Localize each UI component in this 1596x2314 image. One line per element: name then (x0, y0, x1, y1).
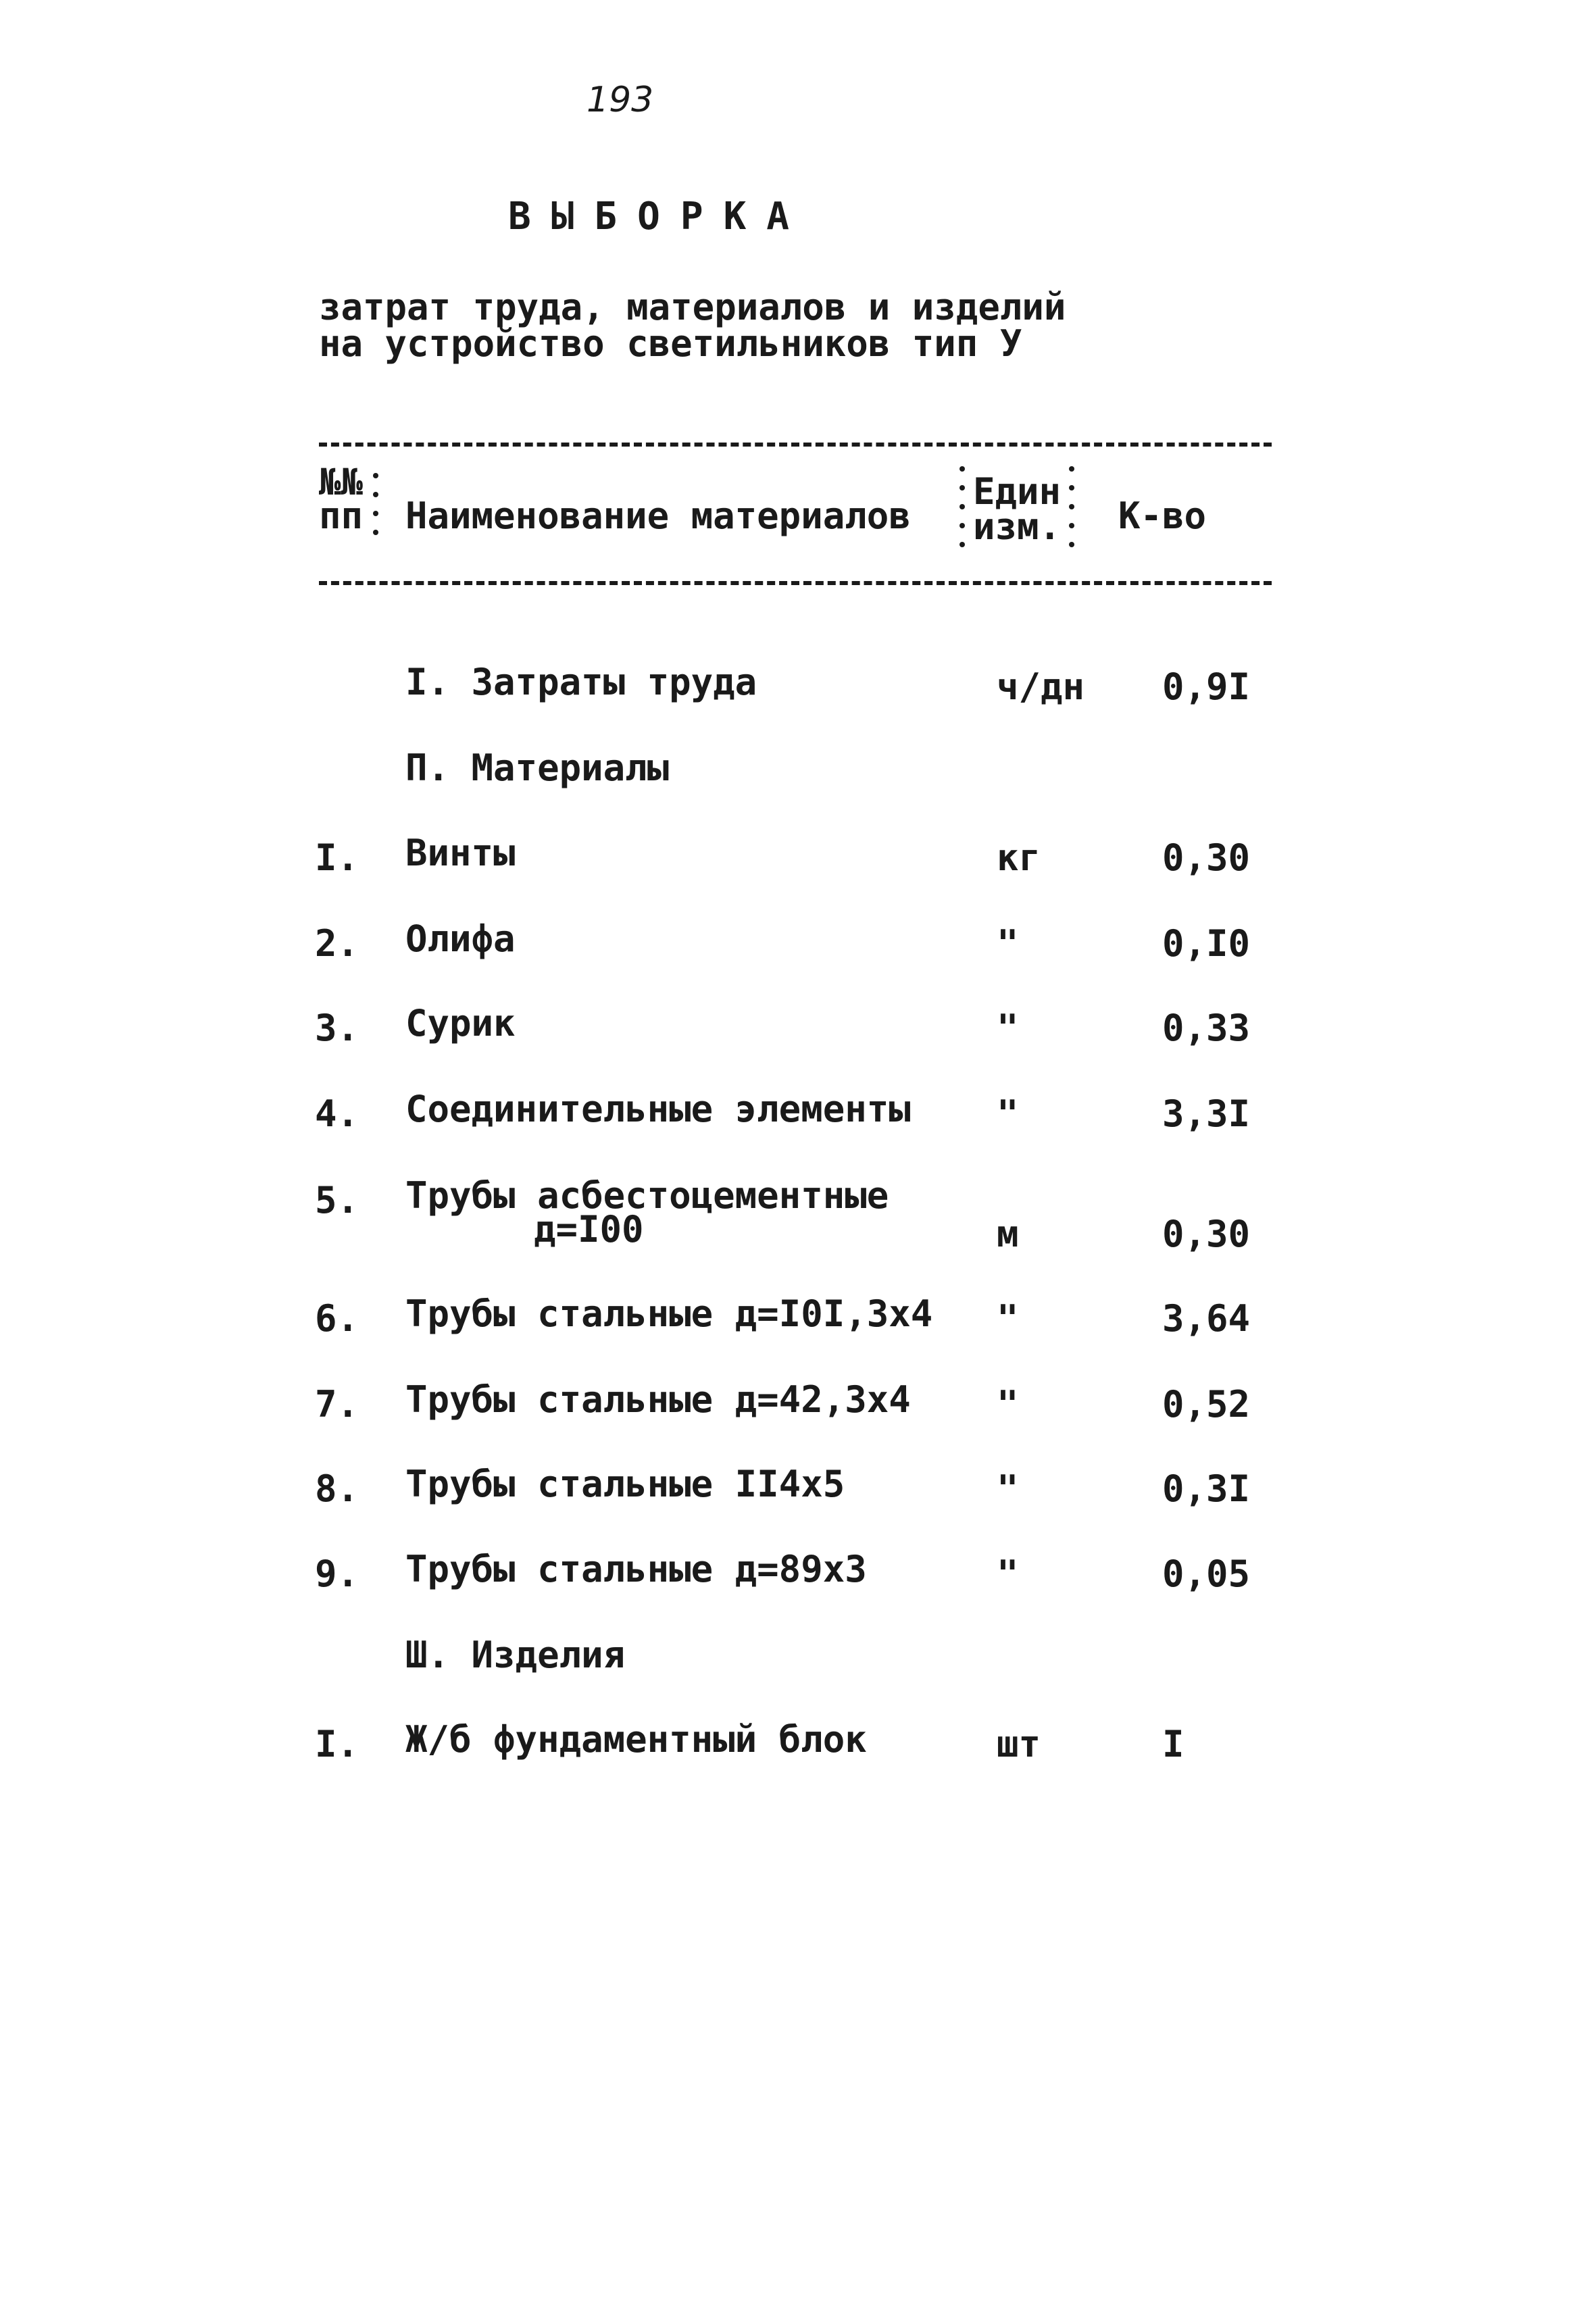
row-quantity: I (1162, 1723, 1184, 1765)
header-name: Наименование материалов (405, 495, 911, 537)
row-name: П. Материалы (405, 747, 670, 789)
row-number: 8. (315, 1467, 359, 1510)
row-quantity: 0,30 (1162, 836, 1251, 879)
row-unit: кг (997, 836, 1041, 879)
row-number: 2. (315, 922, 359, 965)
header-num-line1: №№ (319, 461, 364, 503)
table-top-rule (319, 443, 1272, 447)
document-title: ВЫБОРКА (508, 195, 810, 238)
header-separator (959, 466, 965, 561)
row-number: 6. (315, 1297, 359, 1340)
subtitle-line-1: затрат труда, материалов и изделий (319, 286, 1066, 328)
row-name: Сурик (405, 1002, 516, 1045)
row-quantity: 0,30 (1162, 1213, 1251, 1255)
row-name: Олифа (405, 917, 516, 960)
row-quantity: 0,05 (1162, 1553, 1251, 1595)
row-number: 9. (315, 1553, 359, 1595)
row-unit: " (997, 1553, 1019, 1595)
row-name: Ж/б фундаментный блок (405, 1718, 867, 1761)
page-number: 193 (587, 80, 654, 120)
row-name: Трубы стальные д=42,3х4 (405, 1378, 911, 1421)
header-quantity: К-во (1118, 495, 1207, 537)
row-quantity: 3,64 (1162, 1297, 1251, 1340)
row-number: I. (315, 836, 359, 879)
row-quantity: 0,9I (1162, 665, 1251, 708)
row-number: 5. (315, 1179, 359, 1222)
row-quantity: 0,52 (1162, 1383, 1251, 1426)
row-quantity: 0,33 (1162, 1007, 1251, 1049)
row-name: Трубы стальные II4х5 (405, 1463, 845, 1505)
row-name: Винты (405, 832, 516, 874)
row-name: Трубы стальные д=I0I,3х4 (405, 1292, 933, 1335)
row-unit: шт (997, 1723, 1041, 1765)
row-unit: " (997, 1297, 1019, 1340)
header-unit-line1: Един (973, 470, 1062, 513)
row-quantity: 0,3I (1162, 1467, 1251, 1510)
row-name: Трубы стальные д=89х3 (405, 1548, 867, 1590)
row-name: I. Затраты труда (405, 661, 757, 703)
row-number: 4. (315, 1092, 359, 1135)
row-name: Соединительные элементы (405, 1088, 911, 1130)
row-unit: " (997, 1007, 1019, 1049)
row-name: Ш. Изделия (405, 1634, 626, 1676)
row-number: 7. (315, 1383, 359, 1426)
header-unit-line2: изм. (973, 505, 1062, 548)
row-name-continuation: д=I00 (534, 1208, 644, 1251)
row-number: 3. (315, 1007, 359, 1049)
row-unit: м (997, 1213, 1019, 1255)
row-quantity: 3,3I (1162, 1092, 1251, 1135)
row-unit: " (997, 1092, 1019, 1135)
table-header-rule (319, 581, 1272, 585)
row-quantity: 0,I0 (1162, 922, 1251, 965)
row-name: Трубы асбестоцементные (405, 1174, 889, 1217)
row-unit: " (997, 1383, 1019, 1426)
row-unit: " (997, 1467, 1019, 1510)
header-num-line2: пп (319, 495, 364, 537)
subtitle-line-2: на устройство светильников тип У (319, 322, 1022, 365)
header-separator (373, 473, 378, 549)
row-unit: " (997, 922, 1019, 965)
header-separator (1069, 466, 1074, 561)
row-number: I. (315, 1723, 359, 1765)
row-unit: ч/дн (997, 665, 1085, 708)
